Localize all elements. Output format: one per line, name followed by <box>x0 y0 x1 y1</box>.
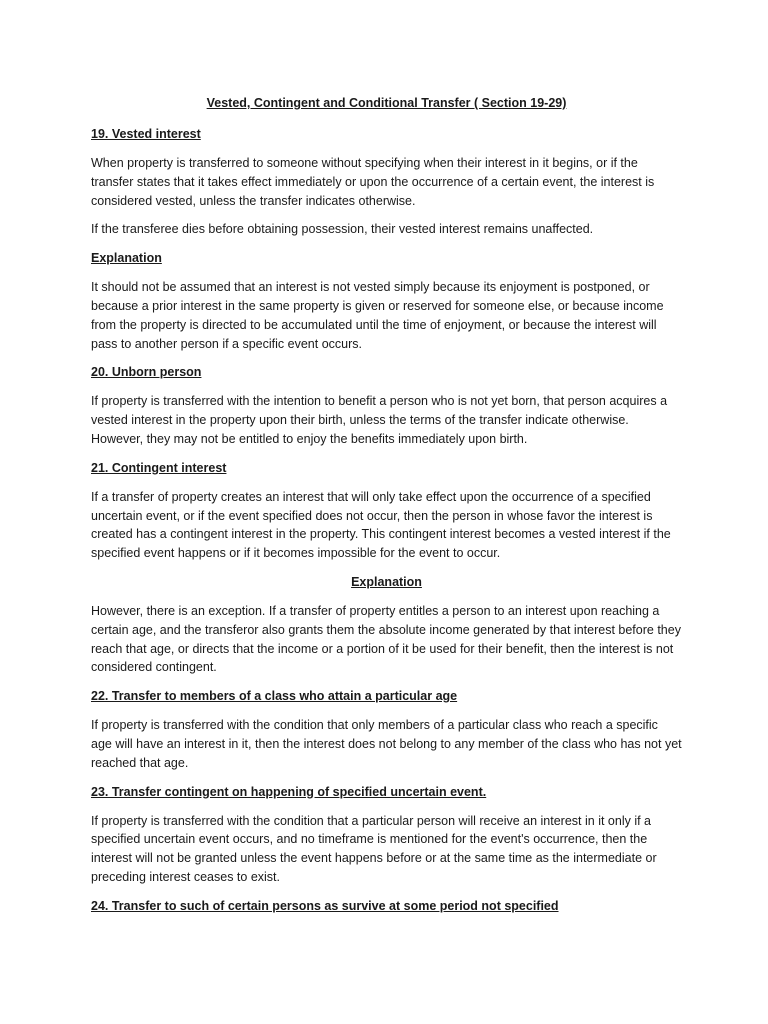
section-21-explanation-heading: Explanation <box>351 574 422 589</box>
section-19-heading: 19. Vested interest <box>91 127 201 141</box>
section-19-explanation-heading: Explanation <box>91 251 162 266</box>
section-23-paragraph: If property is transferred with the condition that a particular person will receive an interest in it only if a specified uncertain event occurs, and no timeframe is mentioned for the event's occurrence, then the interest will not be granted unless the event happens before or at the same time as the intermediate or preceding interest ceases to exist. <box>91 813 657 884</box>
section-19-paragraph-2: If the transferee dies before obtaining possession, their vested interest remains unaffected. <box>91 222 594 237</box>
section-19-explanation-paragraph: It should not be assumed that an interest is not vested simply because its enjoyment is postponed, or because a prior interest in the same property is given or reserved for someone else, or because income from the property is directed to be accumulated until the time of enjoyment, or because the interest will pass to another person if a specific event occurs. <box>91 280 664 351</box>
section-24-heading: 24. Transfer to such of certain persons as survive at some period not specified <box>91 898 559 913</box>
section-23-heading: 23. Transfer contingent on happening of specified uncertain event. <box>91 784 487 799</box>
section-22-paragraph: If property is transferred with the condition that only members of a particular class who reach a specific age will have an interest in it, then the interest does not belong to any member of the class who has not yet reached that age. <box>91 718 682 770</box>
section-21-explanation-paragraph: However, there is an exception. If a transfer of property entitles a person to an interest upon reaching a certain age, and the transferor also grants them the absolute income generated by that interest before they reach that age, or directs that the income or a portion of it be used for their benefit, then the interest is not considered contingent. <box>91 603 681 675</box>
section-20-paragraph: If property is transferred with the intention to benefit a person who is not yet born, that person acquires a vested interest in the property upon their birth, unless the terms of the transfer indicate otherwise. However, they may not be entitled to enjoy the benefits immediately upon birth. <box>91 394 668 446</box>
section-20-heading: 20. Unborn person <box>91 365 202 380</box>
document-title: Vested, Contingent and Conditional Transfer ( Section 19-29) <box>206 96 567 110</box>
section-22-heading: 22. Transfer to members of a class who attain a particular age <box>91 689 458 704</box>
section-19-paragraph-1: When property is transferred to someone without specifying when their interest in it begins, or if the transfer states that it takes effect immediately or upon the occurrence of a certain event, the interest is considered vested, unless the transfer indicates otherwise. <box>91 156 655 208</box>
section-21-heading: 21. Contingent interest <box>91 460 227 475</box>
section-21-paragraph: If a transfer of property creates an interest that will only take effect upon the occurrence of a specified uncertain event, or if the event specified does not occur, then the person in whose favor the interest is created has a contingent interest in the property. This contingent interest becomes a vested interest if the specified event happens or if it becomes impossible for the event to occur. <box>91 489 671 561</box>
